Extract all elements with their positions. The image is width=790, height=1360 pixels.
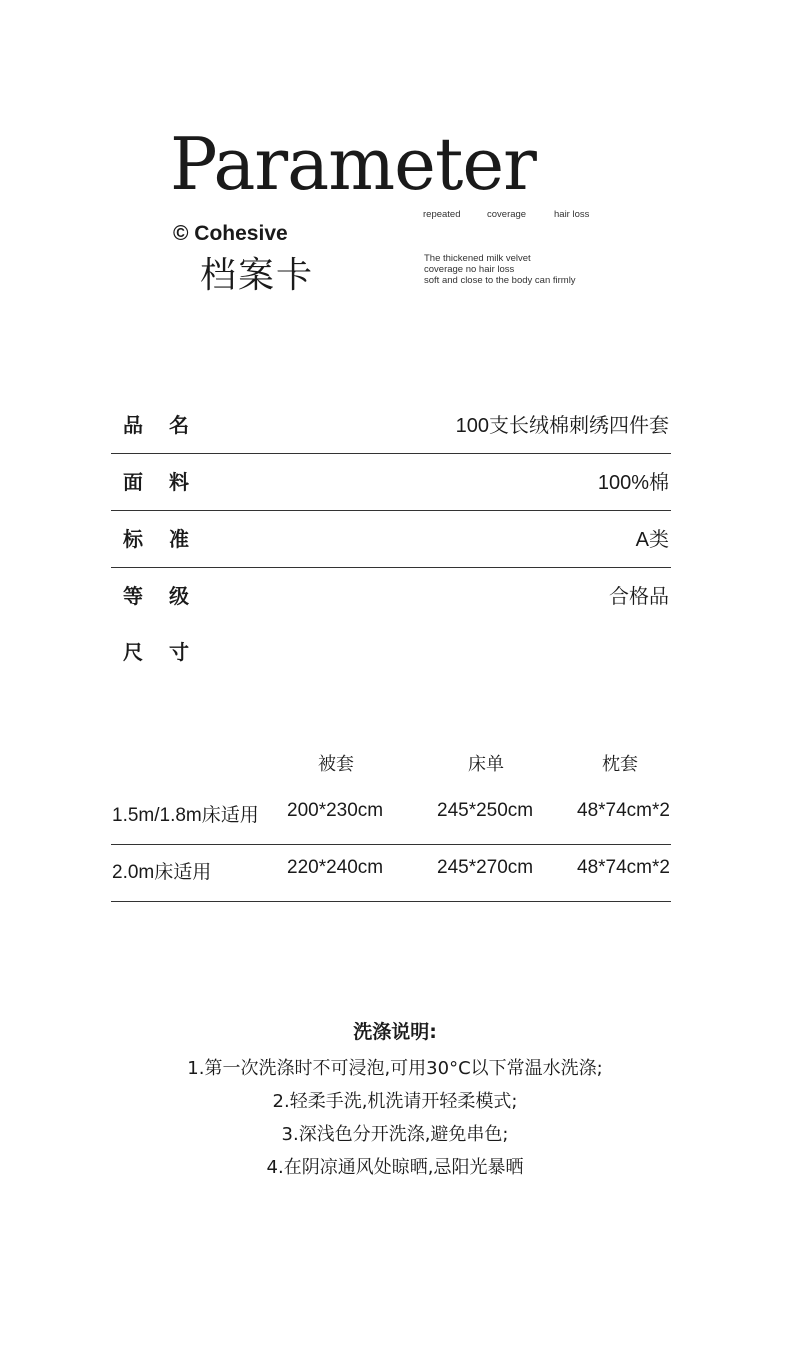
size-row [111,788,671,845]
size-cell: 220*240cm [287,857,384,878]
washing-line: 3.深浅色分开洗涤,避免串色; [281,1124,509,1145]
archive-card-title: 档案卡 [200,255,315,296]
size-header-sheet: 床单 [468,754,504,775]
washing-line: 1.第一次洗涤时不可浸泡,可用30°C以下常温水洗涤; [187,1058,603,1079]
size-row-name: 2.0m床适用 [112,862,212,883]
param-row-fabric [111,454,671,511]
tag-coverage: coverage [487,209,527,220]
washing-line: 2.轻柔手洗,机洗请开轻柔模式; [272,1091,518,1112]
size-header-pillow: 枕套 [602,754,638,775]
param-label: 尺寸 [123,640,215,664]
description-line: coverage no hair loss [424,264,515,275]
param-row-size [111,624,671,681]
param-label: 标准 [123,527,215,551]
param-row-name [111,397,671,454]
washing-line: 4.在阴凉通风处晾晒,忌阳光暴晒 [266,1157,524,1178]
param-label: 面料 [123,470,215,494]
size-cell: 48*74cm*2 [577,857,670,878]
washing-title: 洗涤说明: [353,1021,437,1043]
size-cell: 245*250cm [437,800,534,821]
param-row-standard [111,511,671,568]
param-value: A类 [635,529,669,551]
brand-name: © Cohesive [173,222,288,245]
size-cell: 48*74cm*2 [577,800,670,821]
param-value: 100支长绒棉刺绣四件套 [455,415,669,437]
size-cell: 200*230cm [287,800,384,821]
page-title: Parameter [170,122,536,206]
param-label: 品名 [123,413,215,437]
tag-hair-loss: hair loss [554,209,590,220]
param-value: 100%棉 [597,472,669,494]
description-line: soft and close to the body can firmly [424,275,576,286]
param-label: 等级 [123,584,215,608]
product-description [424,253,576,286]
size-header-duvet: 被套 [318,754,354,775]
size-row [111,845,671,902]
param-row-grade [111,568,671,625]
tag-repeated: repeated [423,209,461,220]
param-value: 合格品 [609,586,669,608]
description-line: The thickened milk velvet [424,253,531,264]
size-row-name: 1.5m/1.8m床适用 [112,805,259,826]
size-cell: 245*270cm [437,857,534,878]
